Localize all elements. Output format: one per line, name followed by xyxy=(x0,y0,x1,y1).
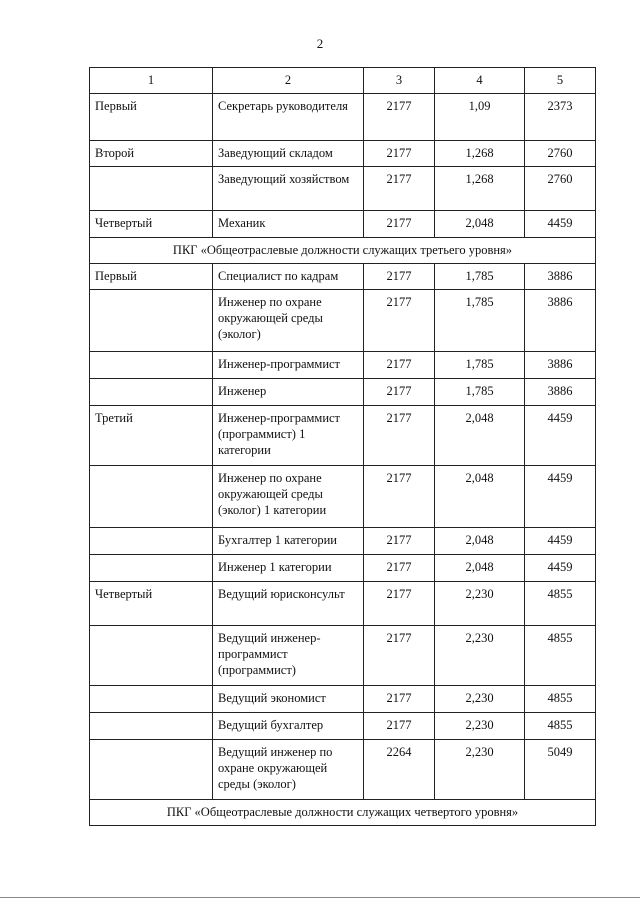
column-header: 1 xyxy=(90,68,213,94)
section-row xyxy=(90,238,596,264)
coefficient: 1,785 xyxy=(435,290,525,352)
salary: 4459 xyxy=(525,211,596,238)
coefficient: 1,785 xyxy=(435,379,525,406)
base-salary: 2264 xyxy=(364,740,435,800)
qualification-level xyxy=(90,713,213,740)
qualification-level: Первый xyxy=(90,94,213,141)
table-row xyxy=(90,406,596,466)
coefficient: 1,268 xyxy=(435,167,525,211)
base-salary: 2177 xyxy=(364,211,435,238)
position-name: Ведущий экономист xyxy=(213,686,364,713)
base-salary: 2177 xyxy=(364,264,435,290)
salary: 3886 xyxy=(525,379,596,406)
qualification-level xyxy=(90,740,213,800)
coefficient: 2,048 xyxy=(435,211,525,238)
table-row xyxy=(90,582,596,626)
table-row xyxy=(90,528,596,555)
coefficient: 2,230 xyxy=(435,713,525,740)
qualification-level xyxy=(90,555,213,582)
base-salary: 2177 xyxy=(364,94,435,141)
base-salary: 2177 xyxy=(364,555,435,582)
qualification-level xyxy=(90,290,213,352)
qualification-level: Второй xyxy=(90,141,213,167)
coefficient: 2,230 xyxy=(435,582,525,626)
section-heading: ПКГ «Общеотраслевые должности служащих третьего уровня» xyxy=(90,238,596,264)
qualification-level xyxy=(90,379,213,406)
table-row xyxy=(90,352,596,379)
column-header: 5 xyxy=(525,68,596,94)
position-name: Заведующий хозяйством xyxy=(213,167,364,211)
coefficient: 2,048 xyxy=(435,555,525,582)
salary: 3886 xyxy=(525,290,596,352)
column-header: 4 xyxy=(435,68,525,94)
base-salary: 2177 xyxy=(364,352,435,379)
position-name: Инженер по охране окружающей среды (эколог) 1 категории xyxy=(213,466,364,528)
qualification-level: Четвертый xyxy=(90,211,213,238)
table-header-row xyxy=(90,68,596,94)
base-salary: 2177 xyxy=(364,379,435,406)
base-salary: 2177 xyxy=(364,713,435,740)
qualification-level xyxy=(90,528,213,555)
base-salary: 2177 xyxy=(364,406,435,466)
coefficient: 2,230 xyxy=(435,686,525,713)
qualification-level: Четвертый xyxy=(90,582,213,626)
base-salary: 2177 xyxy=(364,626,435,686)
position-name: Бухгалтер 1 категории xyxy=(213,528,364,555)
salary: 3886 xyxy=(525,264,596,290)
base-salary: 2177 xyxy=(364,167,435,211)
table-row xyxy=(90,94,596,141)
base-salary: 2177 xyxy=(364,466,435,528)
salary: 2373 xyxy=(525,94,596,141)
column-header: 2 xyxy=(213,68,364,94)
section-row xyxy=(90,800,596,826)
position-name: Секретарь руководителя xyxy=(213,94,364,141)
position-name: Специалист по кадрам xyxy=(213,264,364,290)
position-name: Инженер 1 категории xyxy=(213,555,364,582)
coefficient: 1,785 xyxy=(435,352,525,379)
salary: 4855 xyxy=(525,582,596,626)
salary: 4855 xyxy=(525,626,596,686)
section-heading: ПКГ «Общеотраслевые должности служащих четвертого уровня» xyxy=(90,800,596,826)
base-salary: 2177 xyxy=(364,290,435,352)
salary-table xyxy=(89,67,596,826)
qualification-level xyxy=(90,626,213,686)
position-name: Механик xyxy=(213,211,364,238)
position-name: Ведущий инженер-программист (программист) xyxy=(213,626,364,686)
base-salary: 2177 xyxy=(364,686,435,713)
table-row xyxy=(90,141,596,167)
salary: 4459 xyxy=(525,528,596,555)
salary: 3886 xyxy=(525,352,596,379)
salary: 4855 xyxy=(525,686,596,713)
position-name: Инженер xyxy=(213,379,364,406)
coefficient: 1,268 xyxy=(435,141,525,167)
position-name: Ведущий юрисконсульт xyxy=(213,582,364,626)
position-name: Ведущий бухгалтер xyxy=(213,713,364,740)
table-row xyxy=(90,466,596,528)
salary: 4855 xyxy=(525,713,596,740)
coefficient: 2,048 xyxy=(435,406,525,466)
qualification-level xyxy=(90,352,213,379)
qualification-level xyxy=(90,167,213,211)
qualification-level xyxy=(90,686,213,713)
salary: 4459 xyxy=(525,555,596,582)
qualification-level: Первый xyxy=(90,264,213,290)
position-name: Инженер-программист xyxy=(213,352,364,379)
page-number: 2 xyxy=(316,36,324,51)
salary: 4459 xyxy=(525,466,596,528)
coefficient: 2,048 xyxy=(435,528,525,555)
table-row xyxy=(90,211,596,238)
coefficient: 1,09 xyxy=(435,94,525,141)
salary: 4459 xyxy=(525,406,596,466)
coefficient: 2,230 xyxy=(435,626,525,686)
table-row xyxy=(90,555,596,582)
qualification-level xyxy=(90,466,213,528)
base-salary: 2177 xyxy=(364,582,435,626)
base-salary: 2177 xyxy=(364,528,435,555)
salary: 2760 xyxy=(525,167,596,211)
base-salary: 2177 xyxy=(364,141,435,167)
table-row xyxy=(90,626,596,686)
column-header: 3 xyxy=(364,68,435,94)
coefficient: 2,048 xyxy=(435,466,525,528)
coefficient: 1,785 xyxy=(435,264,525,290)
table-row xyxy=(90,740,596,800)
salary: 2760 xyxy=(525,141,596,167)
table-row xyxy=(90,290,596,352)
salary: 5049 xyxy=(525,740,596,800)
table-row xyxy=(90,379,596,406)
coefficient: 2,230 xyxy=(435,740,525,800)
page-bottom-rule xyxy=(0,897,640,898)
table-row xyxy=(90,264,596,290)
table-row xyxy=(90,713,596,740)
position-name: Ведущий инженер по охране окружающей среды (эколог) xyxy=(213,740,364,800)
table-row xyxy=(90,167,596,211)
position-name: Инженер-программист (программист) 1 категории xyxy=(213,406,364,466)
position-name: Заведующий складом xyxy=(213,141,364,167)
position-name: Инженер по охране окружающей среды (эколог) xyxy=(213,290,364,352)
qualification-level: Третий xyxy=(90,406,213,466)
table-row xyxy=(90,686,596,713)
